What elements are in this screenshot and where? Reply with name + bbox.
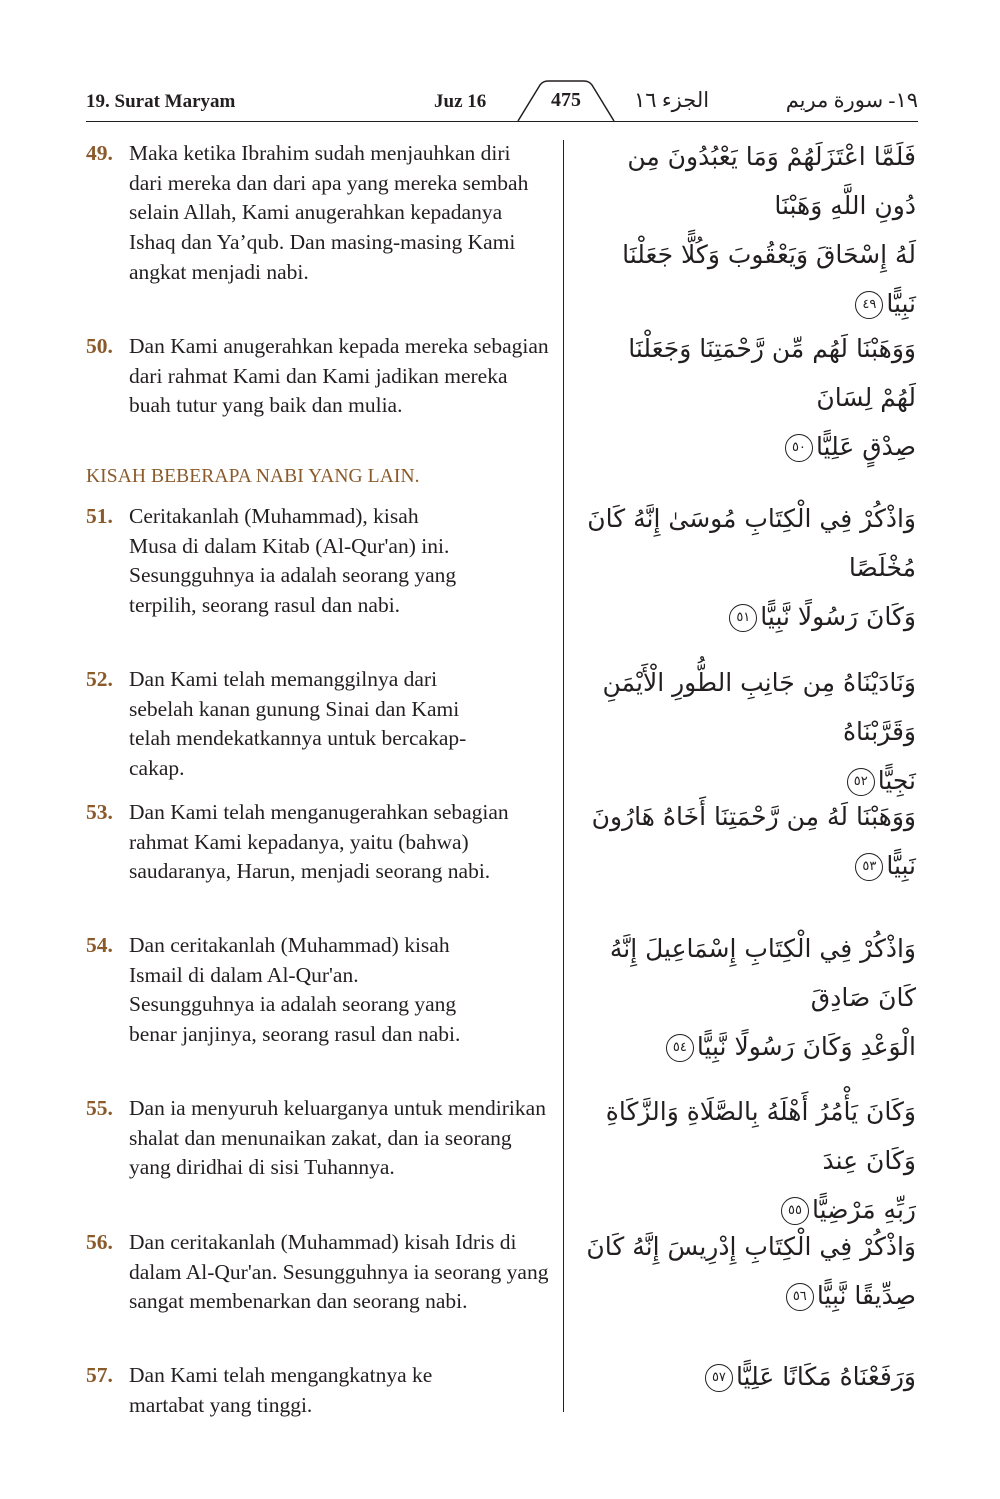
verse-55	[86, 1094, 549, 1183]
verse-end-marker: ٥٧	[705, 1364, 733, 1392]
arabic-verse-56	[586, 1222, 916, 1320]
verse-49	[86, 139, 549, 288]
verse-end-marker: ٤٩	[855, 291, 883, 319]
arabic-line: وَاذْكُرْ فِي الْكِتَابِ إِدْرِيسَ إِنَّهُ كَانَ صِدِّيقًا نَّبِيًّا	[586, 1232, 916, 1310]
verse-end-marker: ٥٥	[781, 1197, 809, 1225]
page-number: 475	[551, 89, 581, 111]
verse-end-marker: ٥١	[729, 604, 757, 632]
page-number-box	[516, 80, 616, 120]
verse-number: 57.	[86, 1363, 113, 1387]
header-rule	[86, 121, 918, 122]
arabic-line: وَنَادَيْنَاهُ مِن جَانِبِ الطُّورِ الْأَيْمَنِ وَقَرَّبْنَاهُ	[602, 668, 916, 746]
verse-translation: Dan Kami telah memanggilnya dari sebelah kanan gunung Sinai dan Kami telah mendekatkannya untuk bercakap-cakap.	[129, 667, 467, 781]
verse-52	[86, 665, 469, 784]
surah-title-latin: 19. Surat Maryam	[86, 91, 236, 112]
verse-number: 51.	[86, 504, 113, 528]
arabic-line: فَلَمَّا اعْتَزَلَهُمْ وَمَا يَعْبُدُونَ مِن دُونِ اللَّهِ وَهَبْنَا	[627, 142, 916, 220]
verse-number: 52.	[86, 667, 113, 691]
verse-translation: Ceritakanlah (Muhammad), kisah Musa di dalam Kitab (Al-Qur'an) ini. Sesungguhnya ia adalah seorang yang terpilih, seorang rasul dan nabi.	[129, 504, 457, 618]
arabic-line: صِدْقٍ عَلِيًّا	[815, 432, 916, 461]
arabic-verse-57	[586, 1352, 916, 1401]
arabic-line: الْوَعْدِ وَكَانَ رَسُولًا نَّبِيًّا	[696, 1032, 916, 1061]
verse-number: 53.	[86, 800, 113, 824]
verse-50	[86, 332, 549, 421]
page-header	[86, 88, 918, 128]
verse-translation: Dan ia menyuruh keluarganya untuk mendirikan shalat dan menunaikan zakat, dan ia seorang yang diridhai di sisi Tuhannya.	[129, 1096, 546, 1180]
section-heading: KISAH BEBERAPA NABI YANG LAIN.	[86, 466, 420, 487]
arabic-verse-51	[586, 494, 916, 641]
arabic-line: وَاذْكُرْ فِي الْكِتَابِ مُوسَىٰ إِنَّهُ كَانَ مُخْلَصًا	[587, 504, 916, 582]
arabic-verse-55	[586, 1087, 916, 1234]
arabic-line: وَوَهَبْنَا لَهُم مِّن رَّحْمَتِنَا وَجَعَلْنَا لَهُمْ لِسَانَ	[628, 334, 916, 412]
verse-end-marker: ٥٦	[786, 1283, 814, 1311]
verse-54	[86, 931, 474, 1050]
verse-number: 55.	[86, 1096, 113, 1120]
verse-translation: Dan Kami anugerahkan kepada mereka sebagian dari rahmat Kami dan Kami jadikan mereka buah tutur yang baik dan mulia.	[129, 334, 549, 418]
verse-end-marker: ٥٠	[785, 434, 813, 462]
arabic-line: وَكَانَ رَسُولًا نَّبِيًّا	[760, 602, 916, 631]
verse-number: 56.	[86, 1230, 113, 1254]
juz-label-latin: Juz 16	[434, 91, 487, 112]
verse-end-marker: ٥٢	[847, 768, 875, 796]
arabic-line: لَهُ إِسْحَاقَ وَيَعْقُوبَ وَكُلًّا جَعَلْنَا نَبِيًّا	[622, 240, 916, 318]
verse-number: 49.	[86, 141, 113, 165]
arabic-line: نَجِيًّا	[877, 766, 916, 795]
arabic-verse-52	[586, 658, 916, 805]
arabic-line: وَاذْكُرْ فِي الْكِتَابِ إِسْمَاعِيلَ إِنَّهُ كَانَ صَادِقَ	[609, 934, 916, 1012]
arabic-verse-49	[586, 132, 916, 328]
arabic-line: رَبِّهِ مَرْضِيًّا	[812, 1195, 916, 1224]
arabic-verse-50	[586, 324, 916, 471]
verse-translation: Dan Kami telah menganugerahkan sebagian rahmat Kami kepadanya, yaitu (bahwa) saudaranya, Harun, menjadi seorang nabi.	[129, 800, 509, 884]
verse-translation: Maka ketika Ibrahim sudah menjauhkan diri dari mereka dan dari apa yang mereka sembah selain Allah, Kami anugerahkan kepadanya Ishaq dan Ya’qub. Dan masing-masing Kami angkat menjadi nabi.	[129, 141, 529, 284]
verse-end-marker: ٥٤	[666, 1034, 694, 1062]
arabic-line: وَوَهَبْنَا لَهُ مِن رَّحْمَتِنَا أَخَاهُ هَارُونَ نَبِيًّا	[591, 802, 916, 880]
surah-title-arabic: ١٩- سورة مريم	[785, 88, 918, 112]
arabic-line: وَرَفَعْنَاهُ مَكَانًا عَلِيًّا	[735, 1362, 916, 1391]
verse-translation: Dan ceritakanlah (Muhammad) kisah Ismail di dalam Al-Qur'an. Sesungguhnya ia adalah seorang yang benar janjinya, seorang rasul dan nabi.	[129, 933, 461, 1047]
verse-number: 54.	[86, 933, 113, 957]
verse-57	[86, 1361, 489, 1420]
verse-translation: Dan Kami telah mengangkatnya ke martabat yang tinggi.	[129, 1363, 433, 1417]
verse-number: 50.	[86, 334, 113, 358]
verse-53	[86, 798, 524, 887]
verse-51	[86, 502, 469, 621]
column-divider	[563, 140, 564, 1412]
verse-translation: Dan ceritakanlah (Muhammad) kisah Idris di dalam Al-Qur'an. Sesungguhnya ia seorang yang sangat membenarkan dan seorang nabi.	[129, 1230, 549, 1314]
arabic-line: وَكَانَ يَأْمُرُ أَهْلَهُ بِالصَّلَاةِ وَالزَّكَاةِ وَكَانَ عِندَ	[605, 1097, 916, 1175]
arabic-verse-53	[586, 792, 916, 890]
juz-label-arabic: الجزء ١٦	[634, 88, 710, 112]
verse-end-marker: ٥٣	[855, 853, 883, 881]
verse-56	[86, 1228, 549, 1317]
arabic-verse-54	[586, 924, 916, 1071]
